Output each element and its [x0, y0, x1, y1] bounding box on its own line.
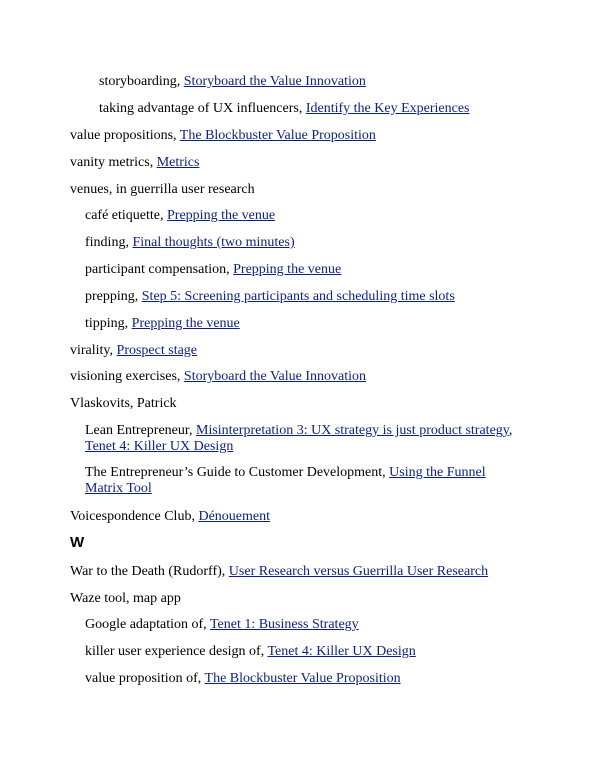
index-entry	[70, 343, 197, 359]
entry-text: The Entrepreneur’s Guide to Customer Development,	[85, 465, 390, 480]
entry-link[interactable]: Storyboard the Value Innovation	[183, 74, 366, 89]
index-entry	[85, 617, 359, 633]
entry-link[interactable]: Step 5: Screening participants and scheduling time slots	[141, 289, 455, 304]
entry-link[interactable]: Storyboard the Value Innovation	[183, 369, 367, 384]
index-entry	[70, 369, 366, 385]
entry-link[interactable]: The Blockbuster Value Proposition	[179, 128, 376, 143]
index-entry	[85, 671, 401, 687]
index-entry	[85, 316, 240, 332]
entry-link[interactable]: The Blockbuster Value Proposition	[204, 671, 401, 686]
entry-text: Vlaskovits, Patrick	[70, 396, 177, 411]
entry-text: taking advantage of UX influencers,	[99, 101, 306, 116]
entry-text: War to the Death (Rudorff),	[70, 564, 229, 579]
entry-text: visioning exercises,	[70, 369, 184, 384]
entry-link[interactable]: Final thoughts (two minutes)	[132, 235, 295, 250]
index-entry	[70, 396, 177, 412]
entry-text: prepping,	[85, 289, 142, 304]
entry-text: Voicespondence Club,	[70, 509, 199, 524]
entry-link[interactable]: Prospect stage	[116, 343, 198, 358]
entry-link[interactable]: Misinterpretation 3: UX strategy is just product strategy	[196, 423, 509, 438]
entry-text: participant compensation,	[85, 262, 234, 277]
entry-text: killer user experience design of,	[85, 644, 268, 659]
entry-text: tipping,	[85, 316, 132, 331]
index-entry	[85, 423, 525, 455]
entry-text: venues, in guerrilla user research	[70, 182, 255, 197]
index-entry	[85, 644, 416, 660]
entry-link[interactable]: Tenet 1: Business Strategy	[209, 617, 359, 632]
entry-link[interactable]: Tenet 4: Killer UX Design	[267, 644, 416, 659]
entry-link[interactable]: Identify the Key Experiences	[305, 101, 470, 116]
entry-separator: ,	[508, 423, 513, 438]
index-entry	[85, 262, 341, 278]
index-entry	[70, 182, 255, 198]
index-entry	[99, 101, 469, 117]
index-entry	[85, 235, 295, 251]
entry-text: café etiquette,	[85, 208, 168, 223]
index-entry	[70, 509, 270, 525]
index-entry	[85, 289, 455, 305]
entry-text: value propositions,	[70, 128, 180, 143]
entry-link[interactable]: Metrics	[156, 155, 200, 170]
entry-link[interactable]: Prepping the venue	[131, 316, 240, 331]
entry-text: vanity metrics,	[70, 155, 157, 170]
entry-link[interactable]: User Research versus Guerrilla User Research	[228, 564, 489, 579]
entry-link[interactable]: Using the Funnel Matrix Tool	[85, 465, 486, 496]
entry-text: value proposition of,	[85, 671, 205, 686]
entry-text: Waze tool, map app	[70, 591, 181, 606]
entry-link[interactable]: Prepping the venue	[233, 262, 342, 277]
index-entry	[85, 465, 505, 497]
index-entry	[70, 128, 376, 144]
entry-text: virality,	[70, 343, 117, 358]
index-entry	[99, 74, 366, 90]
entry-link[interactable]: Prepping the venue	[167, 208, 276, 223]
entry-link[interactable]: Dénouement	[198, 509, 270, 524]
index-entry	[70, 155, 199, 171]
index-entry	[70, 564, 488, 580]
index-entry	[70, 591, 181, 607]
entry-link-secondary[interactable]: Tenet 4: Killer UX Design	[85, 439, 234, 454]
entry-text: Lean Entrepreneur,	[85, 423, 196, 438]
entry-text: finding,	[85, 235, 133, 250]
index-entry	[85, 208, 275, 224]
entry-text: Google adaptation of,	[85, 617, 210, 632]
entry-text: storyboarding,	[99, 74, 184, 89]
section-letter-heading: W	[70, 534, 85, 551]
